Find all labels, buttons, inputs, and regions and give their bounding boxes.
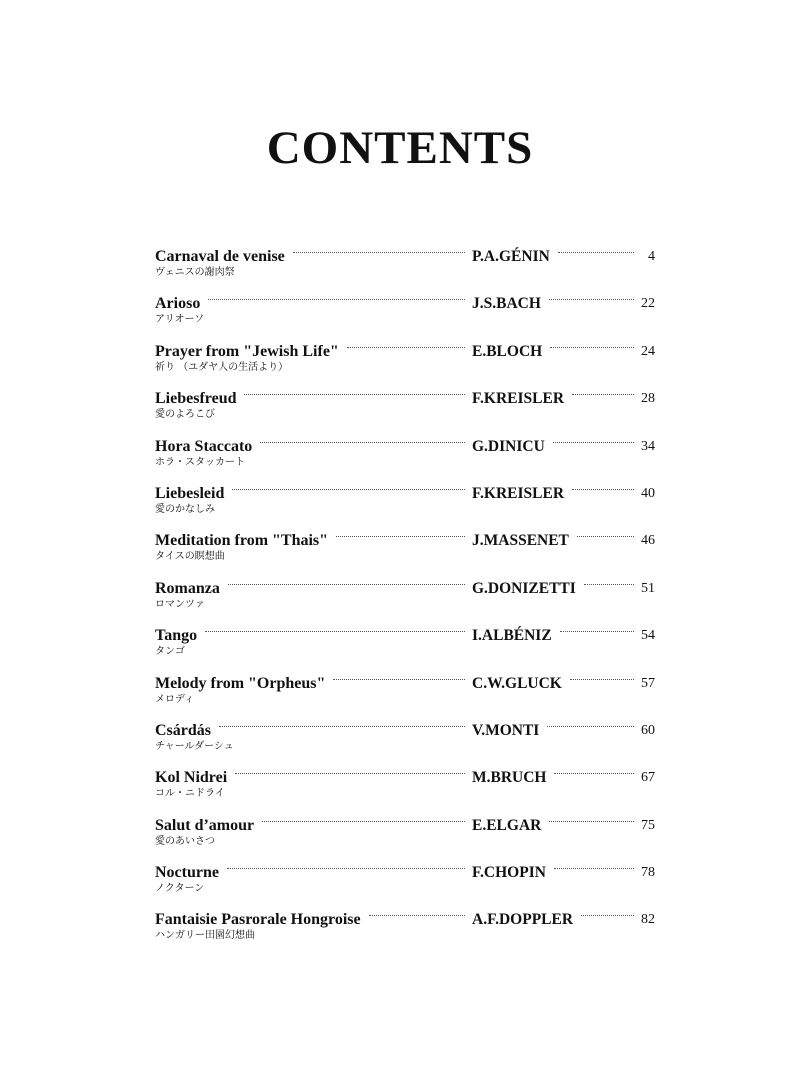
- toc-title-group: [155, 483, 465, 505]
- dot-leader: [549, 299, 634, 300]
- toc-entry[interactable]: [155, 673, 655, 720]
- toc-title-group: [155, 436, 465, 458]
- dot-leader: [235, 773, 465, 774]
- toc-entry[interactable]: [155, 293, 655, 340]
- toc-entry[interactable]: [155, 530, 655, 577]
- dot-leader: [554, 868, 634, 869]
- toc-composer-group: [472, 483, 634, 505]
- page-number: 28: [641, 391, 655, 407]
- piece-subtitle-japanese: タイスの瞑想曲: [155, 551, 225, 563]
- piece-title: Liebesfreud: [155, 390, 237, 408]
- piece-title: Melody from "Orpheus": [155, 674, 326, 692]
- toc-title-group: [155, 293, 465, 315]
- dot-leader: [577, 536, 634, 537]
- dot-leader: [228, 584, 465, 585]
- toc-title-group: [155, 862, 465, 884]
- piece-subtitle-japanese: 祈り （ユダヤ人の生活より）: [155, 361, 289, 373]
- toc-entry-row: [155, 862, 655, 884]
- toc-entry-row: [155, 673, 655, 695]
- dot-leader: [347, 347, 465, 348]
- composer-name: P.A.GÉNIN: [472, 248, 550, 265]
- page-number: 34: [641, 438, 655, 454]
- toc-composer-group: [472, 578, 634, 600]
- toc-composer-group: [472, 673, 634, 695]
- piece-title: Carnaval de venise: [155, 248, 285, 265]
- toc-composer-group: [472, 246, 634, 268]
- piece-title: Nocturne: [155, 864, 219, 882]
- piece-subtitle-japanese: アリオーソ: [155, 314, 205, 326]
- composer-name: E.BLOCH: [472, 342, 543, 360]
- toc-composer-group: [472, 436, 634, 458]
- table-of-contents: [155, 246, 655, 957]
- page-number: 24: [641, 343, 655, 359]
- page-number: 22: [641, 296, 655, 312]
- piece-title: Tango: [155, 627, 198, 645]
- toc-composer-group: [472, 767, 634, 789]
- dot-leader: [554, 773, 634, 774]
- toc-composer-group: [472, 625, 634, 647]
- piece-subtitle-japanese: チャールダーシュ: [155, 740, 234, 752]
- toc-entry-row: [155, 436, 655, 458]
- toc-entry[interactable]: [155, 436, 655, 483]
- dot-leader: [369, 915, 465, 916]
- toc-entry-row: [155, 246, 655, 268]
- page-title: CONTENTS: [266, 122, 534, 174]
- toc-entry[interactable]: [155, 578, 655, 625]
- piece-title: Salut d’amour: [155, 816, 255, 834]
- page-number: 40: [641, 485, 655, 501]
- toc-title-group: [155, 625, 465, 647]
- toc-composer-group: [472, 530, 634, 552]
- toc-entry-row: [155, 767, 655, 789]
- toc-entry[interactable]: [155, 815, 655, 862]
- page-number: 60: [641, 722, 655, 738]
- dot-leader: [553, 442, 634, 443]
- toc-entry[interactable]: [155, 246, 655, 293]
- page-number: 82: [641, 912, 655, 928]
- toc-title-group: [155, 578, 465, 600]
- toc-entry-row: [155, 625, 655, 647]
- toc-title-group: [155, 815, 465, 837]
- composer-name: I.ALBÉNIZ: [472, 627, 552, 645]
- toc-composer-group: [472, 862, 634, 884]
- composer-name: A.F.DOPPLER: [472, 911, 574, 929]
- dot-leader: [262, 821, 465, 822]
- toc-entry[interactable]: [155, 767, 655, 814]
- page-number: 67: [641, 770, 655, 786]
- toc-composer-group: [472, 909, 634, 931]
- composer-name: J.S.BACH: [472, 295, 541, 313]
- composer-name: C.W.GLUCK: [472, 674, 562, 692]
- piece-title: Fantaisie Pasrorale Hongroise: [155, 911, 361, 929]
- piece-subtitle-japanese: 愛のかなしみ: [155, 503, 215, 515]
- page-number: 54: [641, 628, 655, 644]
- toc-entry-row: [155, 578, 655, 600]
- piece-title: Kol Nidrei: [155, 769, 228, 787]
- piece-title: Csárdás: [155, 721, 212, 739]
- toc-title-group: [155, 673, 465, 695]
- composer-name: G.DINICU: [472, 437, 545, 455]
- dot-leader: [205, 631, 465, 632]
- toc-title-group: [155, 909, 465, 931]
- piece-subtitle-japanese: ロマンツァ: [155, 598, 205, 610]
- piece-subtitle-japanese: タンゴ: [155, 646, 185, 658]
- toc-entry-row: [155, 720, 655, 742]
- toc-title-group: [155, 530, 465, 552]
- toc-entry-row: [155, 909, 655, 931]
- toc-entry[interactable]: [155, 909, 655, 956]
- page-number: 46: [641, 533, 655, 549]
- dot-leader: [232, 489, 465, 490]
- dot-leader: [549, 821, 634, 822]
- toc-composer-group: [472, 293, 634, 315]
- piece-title: Meditation from "Thais": [155, 532, 329, 550]
- piece-title: Prayer from "Jewish Life": [155, 342, 339, 360]
- toc-entry[interactable]: [155, 483, 655, 530]
- composer-name: V.MONTI: [472, 721, 540, 739]
- dot-leader: [572, 489, 634, 490]
- toc-entry[interactable]: [155, 388, 655, 435]
- page-number: 57: [641, 675, 655, 691]
- page-number: 51: [641, 580, 655, 596]
- piece-subtitle-japanese: ホラ・スタッカート: [155, 456, 245, 468]
- toc-entry[interactable]: [155, 720, 655, 767]
- composer-name: G.DONIZETTI: [472, 579, 576, 597]
- toc-title-group: [155, 246, 465, 268]
- dot-leader: [219, 726, 465, 727]
- piece-subtitle-japanese: ハンガリー田園幻想曲: [155, 930, 255, 942]
- piece-subtitle-japanese: ヴェニスの謝肉祭: [155, 267, 235, 278]
- toc-entry[interactable]: [155, 862, 655, 909]
- toc-title-group: [155, 767, 465, 789]
- piece-title: Hora Staccato: [155, 437, 253, 455]
- piece-subtitle-japanese: 愛のあいさつ: [155, 835, 215, 847]
- toc-entry[interactable]: [155, 341, 655, 388]
- dot-leader: [336, 536, 465, 537]
- toc-entry-row: [155, 483, 655, 505]
- dot-leader: [558, 252, 634, 253]
- dot-leader: [260, 442, 465, 443]
- piece-title: Liebesleid: [155, 484, 225, 502]
- dot-leader: [572, 394, 634, 395]
- toc-composer-group: [472, 341, 634, 363]
- dot-leader: [293, 252, 465, 253]
- toc-entry-row: [155, 815, 655, 837]
- piece-subtitle-japanese: コル・ニドライ: [155, 788, 225, 800]
- page-number: 78: [641, 865, 655, 881]
- dot-leader: [550, 347, 634, 348]
- toc-title-group: [155, 341, 465, 363]
- toc-title-group: [155, 720, 465, 742]
- piece-subtitle-japanese: ノクターン: [155, 883, 205, 895]
- page-number: 75: [641, 817, 655, 833]
- composer-name: M.BRUCH: [472, 769, 547, 787]
- piece-subtitle-japanese: メロディ: [155, 693, 195, 705]
- dot-leader: [581, 915, 634, 916]
- composer-name: J.MASSENET: [472, 532, 569, 550]
- dot-leader: [333, 679, 465, 680]
- piece-title: Romanza: [155, 579, 220, 597]
- piece-subtitle-japanese: 愛のよろこび: [155, 409, 215, 421]
- composer-name: F.KREISLER: [472, 484, 565, 502]
- composer-name: E.ELGAR: [472, 816, 542, 834]
- piece-title: Arioso: [155, 295, 201, 313]
- toc-entry-row: [155, 341, 655, 363]
- dot-leader: [547, 726, 634, 727]
- dot-leader: [227, 868, 465, 869]
- dot-leader: [244, 394, 465, 395]
- toc-composer-group: [472, 720, 634, 742]
- dot-leader: [208, 299, 465, 300]
- toc-title-group: [155, 388, 465, 410]
- toc-entry-row: [155, 388, 655, 410]
- dot-leader: [570, 679, 634, 680]
- dot-leader: [560, 631, 634, 632]
- composer-name: F.KREISLER: [472, 390, 565, 408]
- page-number: 4: [648, 249, 655, 264]
- dot-leader: [584, 584, 634, 585]
- toc-entry-row: [155, 293, 655, 315]
- toc-entry[interactable]: [155, 625, 655, 672]
- toc-entry-row: [155, 530, 655, 552]
- composer-name: F.CHOPIN: [472, 864, 546, 882]
- toc-composer-group: [472, 815, 634, 837]
- toc-composer-group: [472, 388, 634, 410]
